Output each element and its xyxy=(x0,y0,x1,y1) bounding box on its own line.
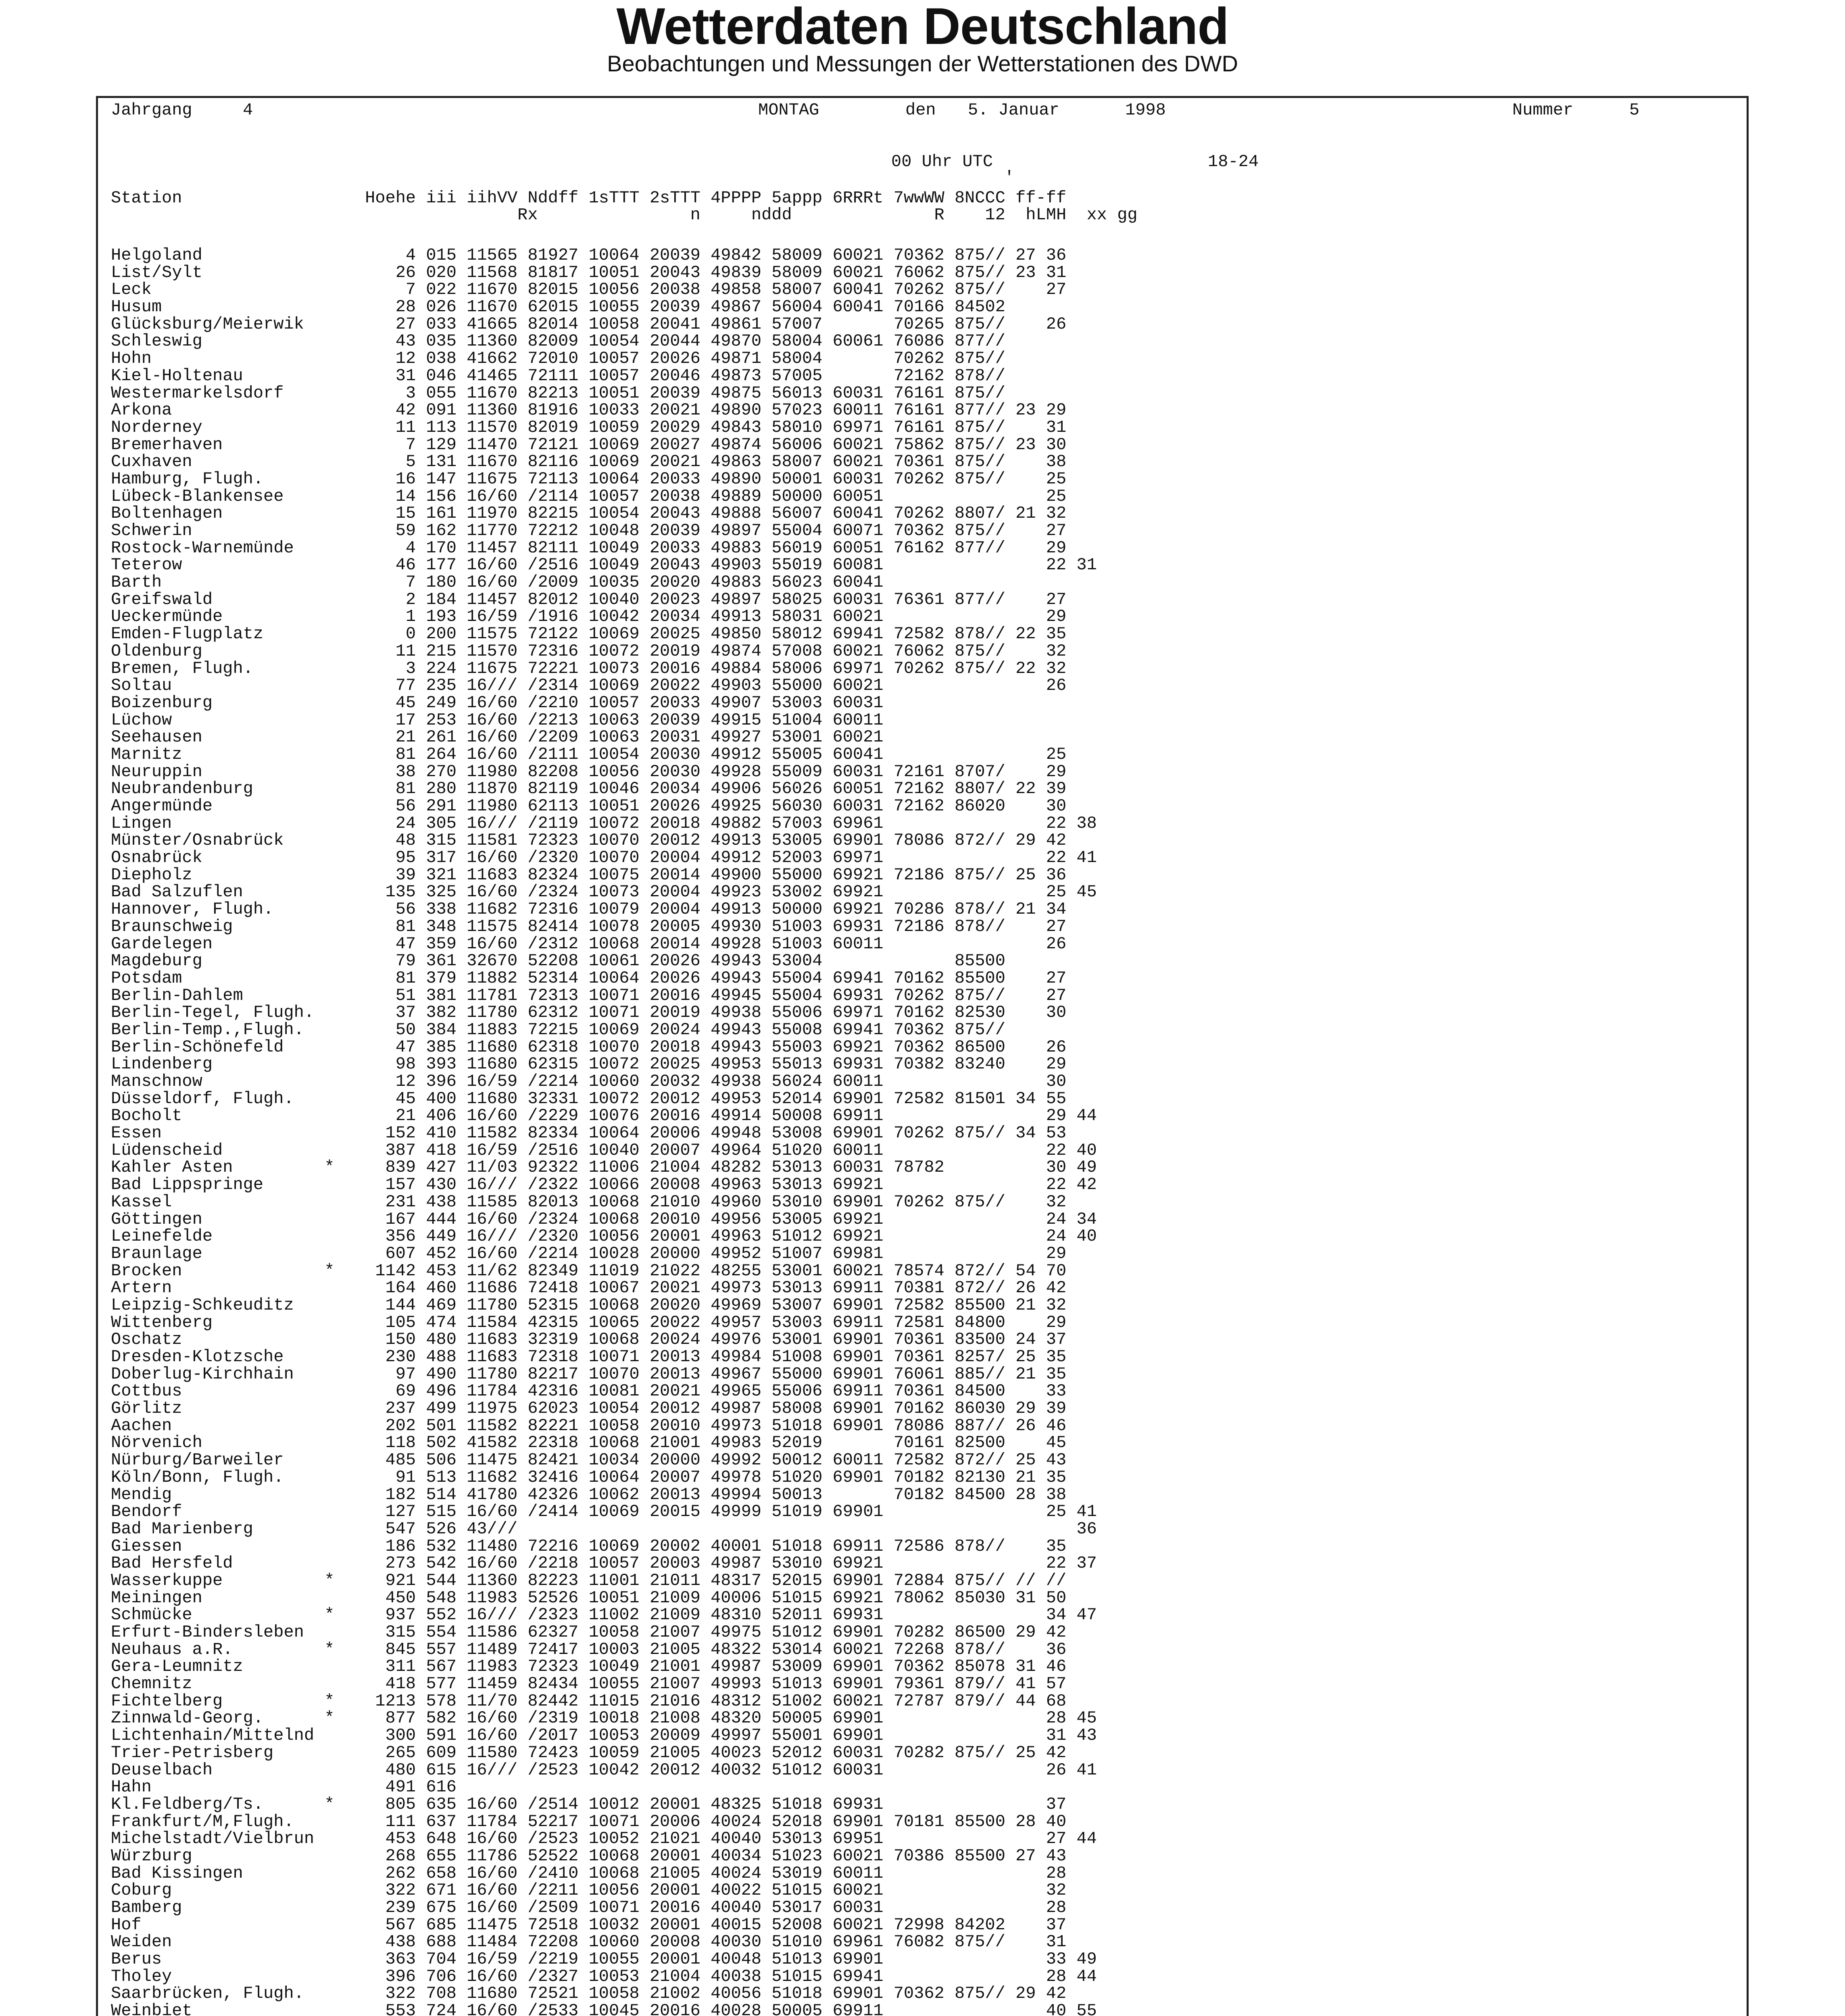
station-row: Lindenberg 98 393 11680 62315 10072 20025 49953 55013 69931 70382 83240 29 xyxy=(111,1054,1067,1074)
weekday: MONTAG xyxy=(758,100,819,120)
station-row: Lüchow 17 253 16/60 /2213 10063 20039 49915 51004 60011 xyxy=(111,710,884,730)
station-row: Berlin-Schönefeld 47 385 11680 62318 10070 20018 49943 55003 69921 70362 86500 26 xyxy=(111,1037,1067,1057)
station-row: Bad Marienberg 547 526 43/// 36 xyxy=(111,1519,1097,1539)
station-row: Osnabrück 95 317 16/60 /2320 10070 20004 49912 52003 69971 22 41 xyxy=(111,848,1097,868)
station-row: Bad Lippspringe 157 430 16/// /2322 10066 20008 49963 53013 69921 22 42 xyxy=(111,1175,1097,1195)
station-row: Gera-Leumnitz 311 567 11983 72323 10049 21001 49987 53009 69901 70362 85078 31 46 xyxy=(111,1657,1067,1677)
station-row: Hannover, Flugh. 56 338 11682 72316 10079 20004 49913 50000 69921 70286 878// 21 34 xyxy=(111,900,1067,919)
utc-tick: ' xyxy=(1004,168,1015,187)
station-row: Bamberg 239 675 16/60 /2509 10071 20016 40040 53017 60031 28 xyxy=(111,1898,1067,1917)
station-row: Weinbiet 553 724 16/60 /2533 10045 20016 40028 50005 69911 40 55 xyxy=(111,2001,1097,2016)
station-row: Nörvenich 118 502 41582 22318 10068 21001 49983 52019 70161 82500 45 xyxy=(111,1433,1067,1453)
station-row: Lingen 24 305 16/// /2119 10072 20018 49882 57003 69961 22 38 xyxy=(111,813,1097,833)
station-row: Seehausen 21 261 16/60 /2209 10063 20031 49927 53001 60021 xyxy=(111,727,884,747)
station-row: Schwerin 59 162 11770 72212 10048 20039 49897 55004 60071 70362 875// 27 xyxy=(111,521,1067,540)
masthead xyxy=(0,0,1845,76)
station-row: Manschnow 12 396 16/59 /2214 10060 20032 49938 56024 60011 30 xyxy=(111,1072,1067,1091)
station-row: Nürburg/Barweiler 485 506 11475 82421 10034 20000 49992 50012 60011 72582 872// 25 43 xyxy=(111,1450,1067,1470)
station-row: Neuhaus a.R. * 845 557 11489 72417 10003 21005 48322 53014 60021 72268 878// 36 xyxy=(111,1639,1067,1659)
station-row: Bad Salzuflen 135 325 16/60 /2324 10073 20004 49923 53002 69921 25 45 xyxy=(111,882,1097,902)
station-row: Würzburg 268 655 11786 52522 10068 20001 40034 51023 60021 70386 85500 27 43 xyxy=(111,1846,1067,1866)
station-row: Braunschweig 81 348 11575 82414 10078 20005 49930 51003 69931 72186 878// 27 xyxy=(111,916,1067,936)
station-row: Wasserkuppe * 921 544 11360 82223 11001 21011 48317 52015 69901 72884 875// // // xyxy=(111,1570,1067,1590)
station-row: Barth 7 180 16/60 /2009 10035 20020 49883 56023 60041 xyxy=(111,573,884,592)
station-row: Diepholz 39 321 11683 82324 10075 20014 49900 55000 69921 72186 875// 25 36 xyxy=(111,865,1067,885)
station-row: Düsseldorf, Flugh. 45 400 11680 32331 10072 20012 49953 52014 69901 72582 81501 34 55 xyxy=(111,1089,1067,1108)
station-row: Frankfurt/M,Flugh. 111 637 11784 52217 10071 20006 40024 52018 69901 70181 85500 28 40 xyxy=(111,1812,1067,1831)
utc-label: 00 Uhr UTC xyxy=(891,152,993,171)
station-row: Rostock-Warnemünde 4 170 11457 82111 10049 20033 49883 56019 60051 76162 877// 29 xyxy=(111,538,1067,558)
station-row: Hof 567 685 11475 72518 10032 20001 40015 52008 60021 72998 84202 37 xyxy=(111,1915,1067,1935)
station-row: Wittenberg 105 474 11584 42315 10065 20022 49957 53003 69911 72581 84800 29 xyxy=(111,1312,1067,1332)
station-row: Ueckermünde 1 193 16/59 /1916 10042 20034 49913 58031 60021 29 xyxy=(111,607,1067,627)
station-row: Teterow 46 177 16/60 /2516 10049 20043 49903 55019 60081 22 31 xyxy=(111,555,1097,575)
station-row: Gardelegen 47 359 16/60 /2312 10068 20014 49928 51003 60011 26 xyxy=(111,934,1067,954)
station-row: Bremen, Flugh. 3 224 11675 72221 10073 20016 49884 58006 69971 70262 875// 22 32 xyxy=(111,658,1067,678)
den-label: den xyxy=(905,100,936,120)
station-row: Angermünde 56 291 11980 62113 10051 20026 49925 56030 60031 72162 86020 30 xyxy=(111,796,1067,816)
nummer-label: Nummer xyxy=(1512,100,1574,120)
station-row: Bad Kissingen 262 658 16/60 /2410 10068 21005 40024 53019 60011 28 xyxy=(111,1863,1067,1883)
station-row: Berlin-Temp.,Flugh. 50 384 11883 72215 10069 20024 49943 55008 69941 70362 875// xyxy=(111,1020,1005,1039)
station-row: Saarbrücken, Flugh. 322 708 11680 72521 10058 21002 40056 51018 69901 70362 875// 29 42 xyxy=(111,1984,1067,2004)
station-row: Göttingen 167 444 16/60 /2324 10068 20010 49956 53005 69921 24 34 xyxy=(111,1209,1097,1229)
station-row: Boltenhagen 15 161 11970 82215 10054 20043 49888 56007 60041 70262 8807/ 21 32 xyxy=(111,504,1067,523)
station-row: Oschatz 150 480 11683 32319 10068 20024 49976 53001 69901 70361 83500 24 37 xyxy=(111,1330,1067,1350)
station-row: Artern 164 460 11686 72418 10067 20021 49973 53013 69911 70381 872// 26 42 xyxy=(111,1278,1067,1298)
station-row: Hamburg, Flugh. 16 147 11675 72113 10064 20033 49890 50001 60031 70262 875// 25 xyxy=(111,469,1067,489)
station-row: Giessen 186 532 11480 72216 10069 20002 40001 51018 69911 72586 878// 35 xyxy=(111,1536,1067,1556)
jahrgang-label: Jahrgang xyxy=(111,100,192,120)
station-row: Doberlug-Kirchhain 97 490 11780 82217 10070 20013 49967 55000 69901 76061 885// 21 35 xyxy=(111,1364,1067,1384)
station-row: Berus 363 704 16/59 /2219 10055 20001 40048 51013 69901 33 49 xyxy=(111,1949,1097,1969)
station-row: Coburg 322 671 16/60 /2211 10056 20001 40022 51015 60021 32 xyxy=(111,1881,1067,1900)
station-row: Dresden-Klotzsche 230 488 11683 72318 10071 20013 49984 51008 69901 70361 8257/ 25 35 xyxy=(111,1347,1067,1366)
station-row: Greifswald 2 184 11457 82012 10040 20023 49897 58025 60031 76361 877// 27 xyxy=(111,589,1067,609)
station-row: Emden-Flugplatz 0 200 11575 72122 10069 20025 49850 58012 69941 72582 878// 22 35 xyxy=(111,624,1067,644)
station-row: Brocken * 1142 453 11/62 82349 11019 21022 48255 53001 60021 78574 872// 54 70 xyxy=(111,1261,1067,1281)
station-row: Norderney 11 113 11570 82019 10059 20029 49843 58010 69971 76161 875// 31 xyxy=(111,417,1067,437)
station-row: Soltau 77 235 16/// /2314 10069 20022 49903 55000 60021 26 xyxy=(111,676,1067,696)
station-row: List/Sylt 26 020 11568 81817 10051 20043 49839 58009 60021 76062 875// 23 31 xyxy=(111,262,1067,282)
station-row: Aachen 202 501 11582 82221 10058 20010 49973 51018 69901 78086 887// 26 46 xyxy=(111,1416,1067,1435)
station-row: Köln/Bonn, Flugh. 91 513 11682 32416 10064 20007 49978 51020 69901 70182 82130 21 35 xyxy=(111,1467,1067,1487)
station-table xyxy=(111,247,1127,2016)
station-row: Zinnwald-Georg. * 877 582 16/60 /2319 10018 21008 48320 50005 69901 28 45 xyxy=(111,1708,1097,1728)
station-row: Hohn 12 038 41662 72010 10057 20026 49871 58004 70262 875// xyxy=(111,349,1005,369)
column-header-row-2: Rx n nddd R 12 hLMH xx gg xyxy=(111,205,1138,225)
station-row: Weiden 438 688 11484 72208 10060 20008 40030 51010 69961 76082 875// 31 xyxy=(111,1932,1067,1952)
station-row: Husum 28 026 11670 62015 10055 20039 49867 56004 60041 70166 84502 xyxy=(111,297,1005,317)
station-row: Berlin-Tegel, Flugh. 37 382 11780 62312 10071 20019 49938 55006 69971 70162 82530 30 xyxy=(111,1003,1067,1023)
station-row: Deuselbach 480 615 16/// /2523 10042 20012 40032 51012 60031 26 41 xyxy=(111,1760,1097,1780)
masthead-subtitle: Beobachtungen und Messungen der Wetterstationen des DWD xyxy=(607,51,1238,76)
station-row: Boizenburg 45 249 16/60 /2210 10057 20033 49907 53003 60031 xyxy=(111,693,884,712)
station-row: Potsdam 81 379 11882 52314 10064 20026 49943 55004 69941 70162 85500 27 xyxy=(111,968,1067,988)
station-row: Kassel 231 438 11585 82013 10068 21010 49960 53010 69901 70262 875// 32 xyxy=(111,1192,1067,1212)
station-row: Lichtenhain/Mittelnd 300 591 16/60 /2017 10053 20009 49997 55001 69901 31 43 xyxy=(111,1726,1097,1745)
station-row: Leck 7 022 11670 82015 10056 20038 49858 58007 60041 70262 875// 27 xyxy=(111,280,1067,300)
station-row: Leinefelde 356 449 16/// /2320 10056 20001 49963 51012 69921 24 40 xyxy=(111,1227,1097,1246)
station-row: Bendorf 127 515 16/60 /2414 10069 20015 49999 51019 69901 25 41 xyxy=(111,1502,1097,1522)
station-row: Lüdenscheid 387 418 16/59 /2516 10040 20007 49964 51020 60011 22 40 xyxy=(111,1140,1097,1160)
station-row: Michelstadt/Vielbrun 453 648 16/60 /2523 10052 21021 40040 53013 69951 27 44 xyxy=(111,1829,1097,1849)
station-row: Braunlage 607 452 16/60 /2214 10028 20000 49952 51007 69981 29 xyxy=(111,1243,1067,1263)
station-row: Meiningen 450 548 11983 52526 10051 21009 40006 51015 69921 78062 85030 31 50 xyxy=(111,1588,1067,1608)
station-row: Bad Hersfeld 273 542 16/60 /2218 10057 20003 49987 53010 69921 22 37 xyxy=(111,1554,1097,1573)
station-row: Kiel-Holtenau 31 046 41465 72111 10057 20046 49873 57005 72162 878// xyxy=(111,366,1005,385)
station-row: Cottbus 69 496 11784 42316 10081 20021 49965 55006 69911 70361 84500 33 xyxy=(111,1381,1067,1401)
station-row: Arkona 42 091 11360 81916 10033 20021 49890 57023 60011 76161 877// 23 29 xyxy=(111,400,1067,420)
nummer-value: 5 xyxy=(1629,100,1640,120)
station-row: Schmücke * 937 552 16/// /2323 11002 21009 48310 52011 69931 34 47 xyxy=(111,1605,1097,1625)
station-row: Bocholt 21 406 16/60 /2229 10076 20016 49914 50008 69911 29 44 xyxy=(111,1106,1097,1126)
station-row: Westermarkelsdorf 3 055 11670 82213 10051 20039 49875 56013 60031 76161 875// xyxy=(111,383,1005,403)
station-row: Neubrandenburg 81 280 11870 82119 10046 20034 49906 56026 60051 72162 8807/ 22 39 xyxy=(111,779,1067,799)
station-row: Trier-Petrisberg 265 609 11580 72423 10059 21005 40023 52012 60031 70282 875// 25 42 xyxy=(111,1743,1067,1762)
station-row: Cuxhaven 5 131 11670 82116 10069 20021 49863 58007 60021 70361 875// 38 xyxy=(111,452,1067,472)
station-row: Fichtelberg * 1213 578 11/70 82442 11015 21016 48312 51002 60021 72787 879// 44 68 xyxy=(111,1691,1067,1711)
station-row: Oldenburg 11 215 11570 72316 10072 20019 49874 57008 60021 76062 875// 32 xyxy=(111,641,1067,661)
time-range: 18-24 xyxy=(1208,152,1259,171)
station-row: Neuruppin 38 270 11980 82208 10056 20030 49928 55009 60031 72161 8707/ 29 xyxy=(111,762,1067,781)
station-row: Chemnitz 418 577 11459 82434 10055 21007 49993 51013 69901 79361 879// 41 57 xyxy=(111,1674,1067,1694)
station-row: Bremerhaven 7 129 11470 72121 10069 20027 49874 56006 60021 75862 875// 23 30 xyxy=(111,435,1067,454)
station-row: Essen 152 410 11582 82334 10064 20006 49948 53008 69901 70262 875// 34 53 xyxy=(111,1123,1067,1143)
station-row: Magdeburg 79 361 32670 52208 10061 20026 49943 53004 85500 xyxy=(111,951,1005,971)
jahrgang-value: 4 xyxy=(243,100,253,120)
column-header-row-1: Station Hoehe iii iihVV Nddff 1sTTT 2sTTT 4PPPP 5appp 6RRRt 7wwWW 8NCCC ff-ff xyxy=(111,188,1067,208)
masthead-title: Wetterdaten Deutschland xyxy=(616,0,1229,55)
station-row: Kahler Asten * 839 427 11/03 92322 11006 21004 48282 53013 60031 78782 30 49 xyxy=(111,1158,1097,1177)
station-row: Tholey 396 706 16/60 /2327 10053 21004 40038 51015 69941 28 44 xyxy=(111,1966,1097,1986)
station-row: Kl.Feldberg/Ts. * 805 635 16/60 /2514 10012 20001 48325 51018 69931 37 xyxy=(111,1794,1067,1814)
issue-year: 1998 xyxy=(1125,100,1166,120)
station-row: Erfurt-Bindersleben 315 554 11586 62327 10058 21007 49975 51012 69901 70282 86500 29 42 xyxy=(111,1622,1067,1642)
station-row: Hahn 491 616 xyxy=(111,1777,457,1797)
issue-date: 5. Januar xyxy=(968,100,1059,120)
station-row: Münster/Osnabrück 48 315 11581 72323 10070 20012 49913 53005 69901 78086 872// 29 42 xyxy=(111,831,1067,850)
station-row: Helgoland 4 015 11565 81927 10064 20039 49842 58009 60021 70362 875// 27 36 xyxy=(111,246,1067,265)
station-row: Lübeck-Blankensee 14 156 16/60 /2114 10057 20038 49889 50000 60051 25 xyxy=(111,486,1067,506)
station-row: Leipzig-Schkeuditz 144 469 11780 52315 10068 20020 49969 53007 69901 72582 85500 21 32 xyxy=(111,1295,1067,1315)
station-row: Glücksburg/Meierwik 27 033 41665 82014 10058 20041 49861 57007 70265 875// 26 xyxy=(111,314,1067,334)
station-row: Berlin-Dahlem 51 381 11781 72313 10071 20016 49945 55004 69931 70262 875// 27 xyxy=(111,985,1067,1005)
station-row: Mendig 182 514 41780 42326 10062 20013 49994 50013 70182 84500 28 38 xyxy=(111,1485,1067,1504)
station-row: Görlitz 237 499 11975 62023 10054 20012 49987 58008 69901 70162 86030 29 39 xyxy=(111,1399,1067,1418)
station-row: Marnitz 81 264 16/60 /2111 10054 20030 49912 55005 60041 25 xyxy=(111,744,1067,764)
station-row: Schleswig 43 035 11360 82009 10054 20044 49870 58004 60061 76086 877// xyxy=(111,331,1005,351)
